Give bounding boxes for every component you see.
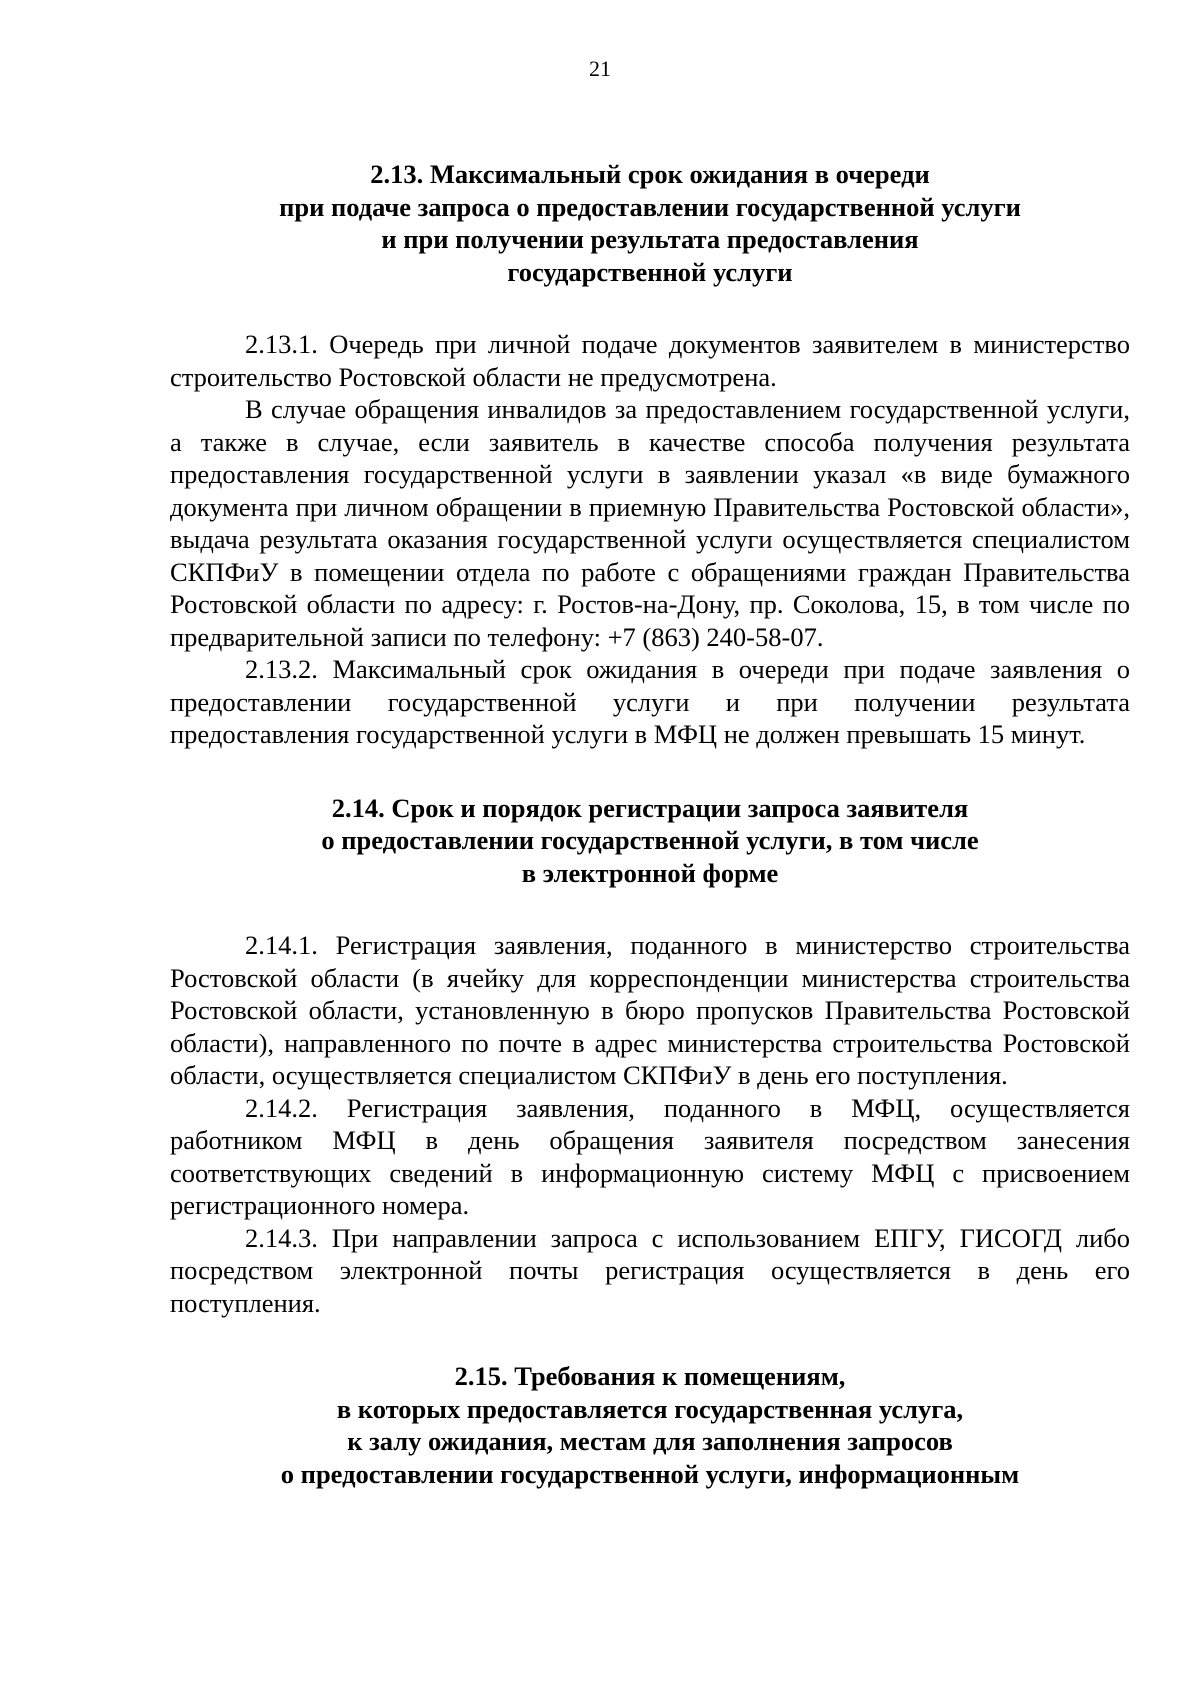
section-heading-2-15 — [170, 1360, 1130, 1490]
heading-line: 2.14. Срок и порядок регистрации запроса заявителя — [331, 792, 969, 823]
heading-line: к залу ожидания, местам для заполнения запросов — [347, 1426, 953, 1456]
heading-line: о предоставлении государственной услуги, информационным — [280, 1458, 1020, 1489]
heading-line: о предоставлении государственной услуги, в том числе — [321, 825, 979, 855]
heading-line: при подаче запроса о предоставлении государственной услуги — [279, 191, 1021, 222]
section-heading-2-13 — [170, 158, 1130, 288]
heading-line: 2.15. Требования к помещениям, — [454, 1361, 846, 1391]
heading-line: и при получении результата предоставления — [381, 224, 919, 254]
page-number: 21 — [589, 56, 611, 81]
section-heading-2-14 — [170, 792, 1130, 890]
paragraph-2-13-1: 2.13.1. Очередь при личной подаче документов заявителем в министерство строительство Ростовской области не предусмотрена. — [170, 329, 1130, 392]
paragraph-2-13-1-disabled-persons: В случае обращения инвалидов за предоставлением государственной услуги, а также в случае, если заявитель в качестве способа получения результата предоставления государственной услуги в заявлении указал «в виде бумажного документа при личном обращении в приемную Правительства Ростовской области», выдача результата оказания государственной услуги осуществляется специалистом СКПФиУ в помещении отдела по работе с обращениями граждан Правительства Ростовской области по адресу: г. Ростов-на-Дону, пр. Соколова, 15, в том числе по предварительной записи по телефону: +7 (863) 240-58-07. — [170, 394, 1130, 652]
paragraph-2-14-1: 2.14.1. Регистрация заявления, поданного в министерство строительства Ростовской области (в ячейку для корреспонденции министерства строительства Ростовской области, установленную в бюро пропусков Правительства Ростовской области), направленного по почте в адрес министерства строительства Ростовской области, осуществляется специалистом СКПФиУ в день его поступления. — [170, 930, 1130, 1090]
heading-line: государственной услуги — [507, 256, 793, 287]
heading-line: в электронной форме — [521, 857, 779, 888]
heading-line: в которых предоставляется государственная услуга, — [336, 1393, 964, 1424]
heading-line: 2.13. Максимальный срок ожидания в очереди — [370, 159, 930, 189]
paragraph-2-14-3: 2.14.3. При направлении запроса с использованием ЕПГУ, ГИСОГД либо посредством электронной почты регистрация осуществляется в день его поступления. — [170, 1222, 1130, 1318]
paragraph-2-13-2: 2.13.2. Максимальный срок ожидания в очереди при подаче заявления о предоставлении государственной услуги и при получении результата предоставления государственной услуги в МФЦ не должен превышать 15 минут. — [170, 654, 1130, 749]
document-body — [170, 158, 1130, 1490]
paragraph-2-14-2: 2.14.2. Регистрация заявления, поданного в МФЦ, осуществляется работником МФЦ в день обращения заявителя посредством занесения соответствующих сведений в информационную систему МФЦ с присвоением регистрационного номера. — [170, 1092, 1130, 1220]
